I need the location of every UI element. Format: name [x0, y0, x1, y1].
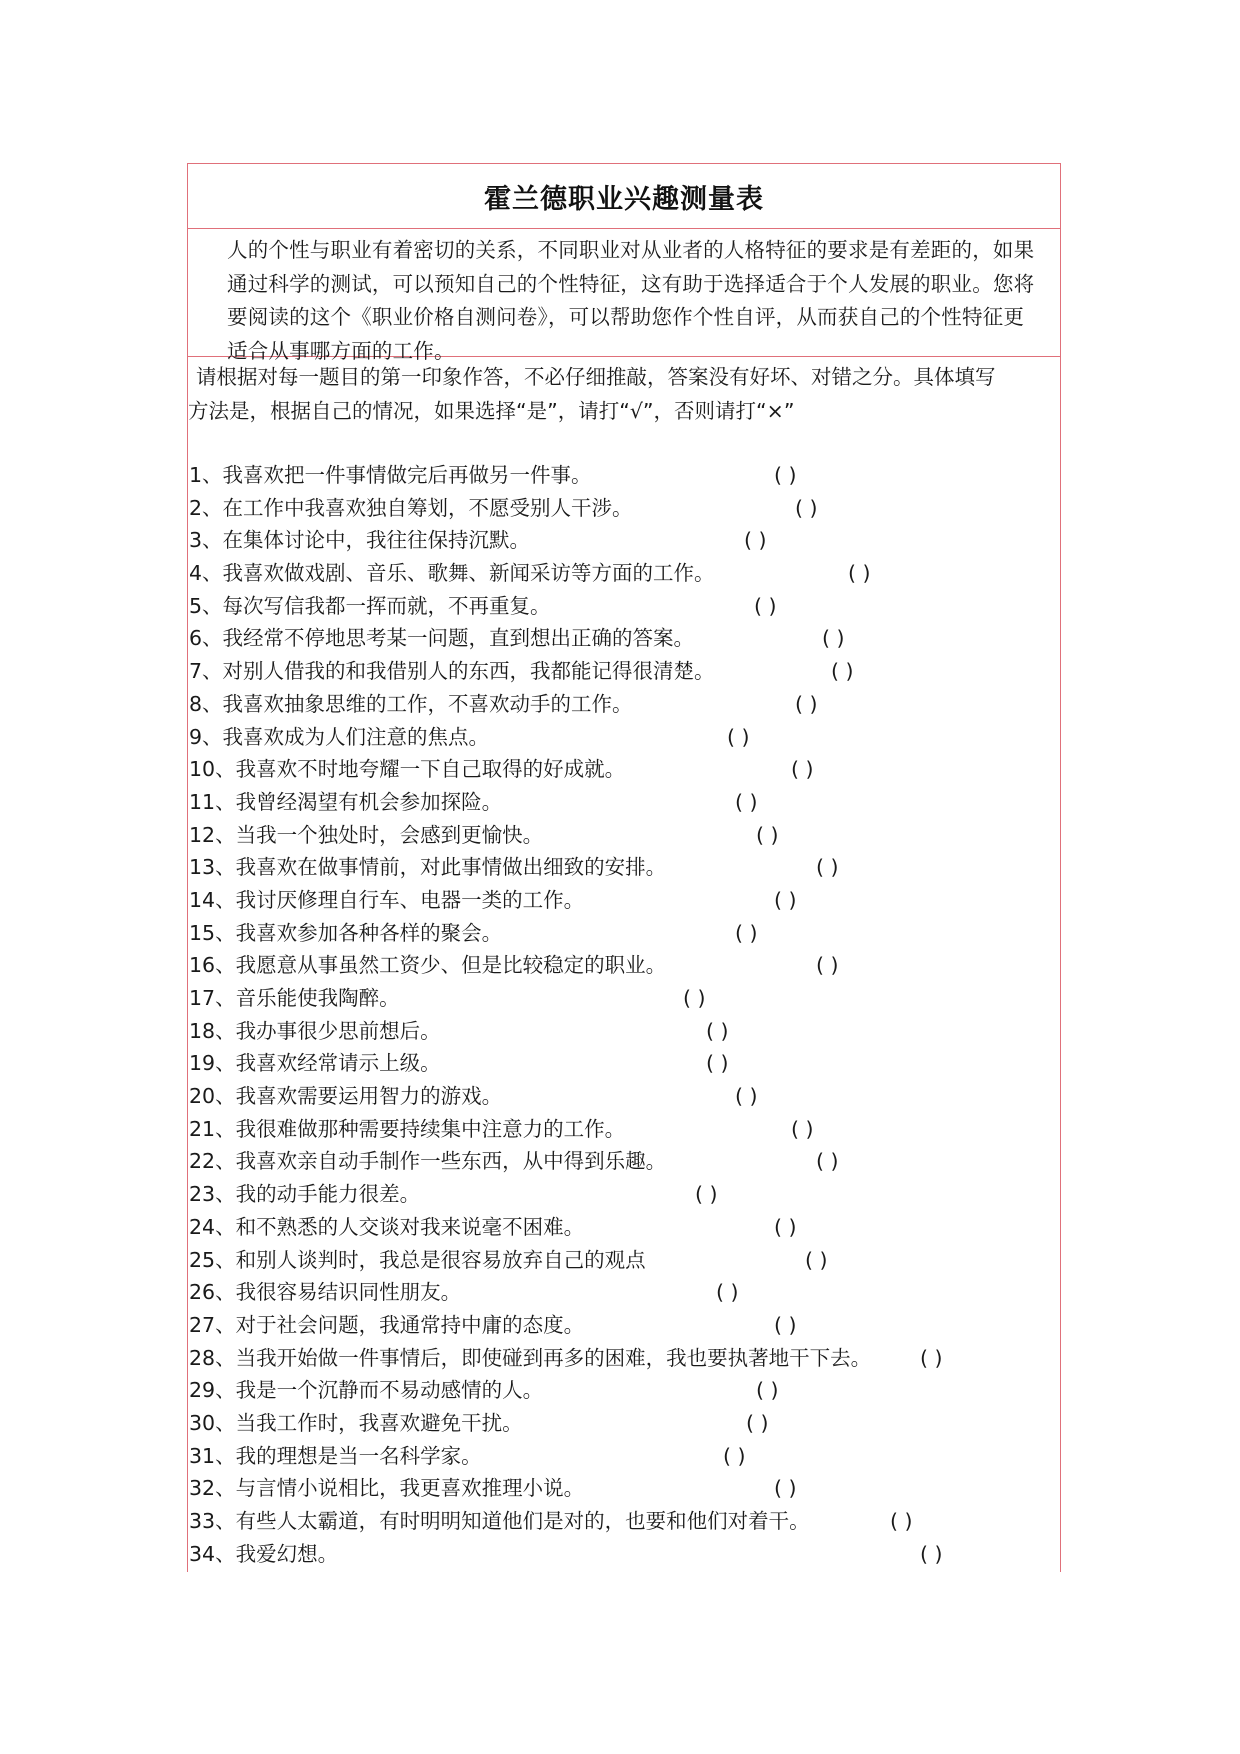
question-text: 18、我办事很少思前想后。: [189, 1018, 441, 1043]
question-text: 30、当我工作时，我喜欢避免干扰。: [189, 1410, 523, 1435]
question-item: [188, 1440, 1060, 1473]
question-text: 19、我喜欢经常请示上级。: [189, 1051, 441, 1076]
answer-blank[interactable]: ( ): [920, 1345, 943, 1370]
question-text: 27、对于社会问题，我通常持中庸的态度。: [189, 1312, 585, 1337]
answer-blank[interactable]: ( ): [727, 724, 750, 749]
question-item: [188, 459, 1060, 492]
question-text: 31、我的理想是当一名科学家。: [189, 1443, 482, 1468]
question-text: 3、在集体讨论中，我往往保持沉默。: [189, 528, 531, 553]
question-text: 15、我喜欢参加各种各样的聚会。: [189, 920, 503, 945]
answer-blank[interactable]: ( ): [795, 495, 818, 520]
answer-blank[interactable]: ( ): [816, 953, 839, 978]
question-item: [188, 524, 1060, 557]
intro-row: [188, 229, 1060, 363]
answer-blank[interactable]: ( ): [791, 1116, 814, 1141]
question-item: [188, 1145, 1060, 1178]
answer-blank[interactable]: ( ): [716, 1280, 739, 1305]
question-item: [188, 655, 1060, 688]
instructions-line-2: 方法是，根据自己的情况，如果选择“是”，请打“√”，否则请打“×”: [188, 398, 795, 423]
answer-blank[interactable]: ( ): [706, 1051, 729, 1076]
answer-blank[interactable]: ( ): [816, 1149, 839, 1174]
answer-blank[interactable]: ( ): [774, 1312, 797, 1337]
answer-blank[interactable]: ( ): [816, 855, 839, 880]
question-text: 2、在工作中我喜欢独自筹划，不愿受别人干涉。: [189, 495, 633, 520]
question-text: 28、当我开始做一件事情后，即使碰到再多的困难，我也要执著地干下去。: [189, 1345, 872, 1370]
question-item: [188, 1244, 1060, 1277]
question-item: [188, 1276, 1060, 1309]
instructions: [188, 361, 1058, 428]
answer-blank[interactable]: ( ): [695, 1182, 718, 1207]
question-text: 24、和不熟悉的人交谈对我来说毫不困难。: [189, 1214, 585, 1239]
question-item: [188, 786, 1060, 819]
answer-blank[interactable]: ( ): [774, 1476, 797, 1501]
question-list: [188, 459, 1060, 1570]
question-item: [188, 1342, 1060, 1375]
answer-blank[interactable]: ( ): [723, 1443, 746, 1468]
intro-paragraph: 人的个性与职业有着密切的关系，不同职业对从业者的人格特征的要求是有差距的，如果通过科学的测试，可以预知自己的个性特征，这有助于选择适合于个人发展的职业。您将要阅读的这个《职业价格自测问卷》，可以帮助您作个性自评，从而获自己的个性特征更适合从事哪方面的工作。: [227, 238, 1035, 363]
question-text: 12、当我一个独处时，会感到更愉快。: [189, 822, 544, 847]
question-text: 8、我喜欢抽象思维的工作，不喜欢动手的工作。: [189, 691, 633, 716]
question-text: 16、我愿意从事虽然工资少、但是比较稳定的职业。: [189, 953, 667, 978]
question-text: 33、有些人太霸道，有时明明知道他们是对的，也要和他们对着干。: [189, 1509, 810, 1533]
answer-blank[interactable]: ( ): [735, 1084, 758, 1109]
question-text: 9、我喜欢成为人们注意的焦点。: [189, 724, 490, 749]
question-item: [188, 1015, 1060, 1048]
question-text: 13、我喜欢在做事情前，对此事情做出细致的安排。: [189, 855, 667, 880]
answer-blank[interactable]: ( ): [774, 887, 797, 912]
answer-blank[interactable]: ( ): [822, 626, 845, 651]
answer-blank[interactable]: ( ): [746, 1410, 769, 1435]
question-item: [188, 1080, 1060, 1113]
question-item: [188, 721, 1060, 754]
question-text: 7、对别人借我的和我借别人的东西，我都能记得很清楚。: [189, 659, 715, 684]
question-item: [188, 819, 1060, 852]
question-item: [188, 1178, 1060, 1211]
question-text: 6、我经常不停地思考某一问题，直到想出正确的答案。: [189, 626, 695, 651]
instructions-line-1: 请根据对每一题目的第一印象作答，不必仔细推敲，答案没有好坏、对错之分。具体填写: [196, 365, 996, 389]
question-text: 10、我喜欢不时地夸耀一下自己取得的好成就。: [189, 757, 626, 782]
answer-blank[interactable]: ( ): [683, 986, 706, 1010]
question-text: 5、每次写信我都一挥而就，不再重复。: [189, 593, 551, 618]
document-title: 霍兰德职业兴趣测量表: [484, 183, 764, 215]
question-text: 17、音乐能使我陶醉。: [189, 986, 400, 1010]
answer-blank[interactable]: ( ): [774, 463, 797, 487]
question-item: [188, 851, 1060, 884]
question-item: [188, 884, 1060, 917]
question-text: 20、我喜欢需要运用智力的游戏。: [189, 1084, 503, 1109]
question-item: [188, 688, 1060, 721]
answer-blank[interactable]: ( ): [890, 1509, 913, 1533]
question-item: [188, 753, 1060, 786]
answer-blank[interactable]: ( ): [706, 1018, 729, 1043]
answer-blank[interactable]: ( ): [756, 1378, 779, 1403]
question-item: [188, 1211, 1060, 1244]
answer-blank[interactable]: ( ): [756, 822, 779, 847]
answer-blank[interactable]: ( ): [735, 920, 758, 945]
question-item: [188, 1505, 1060, 1538]
question-item: [188, 1407, 1060, 1440]
question-item: [188, 622, 1060, 655]
answer-blank[interactable]: ( ): [805, 1247, 828, 1272]
question-text: 29、我是一个沉静而不易动感情的人。: [189, 1378, 544, 1403]
question-item: [188, 1374, 1060, 1407]
question-text: 32、与言情小说相比，我更喜欢推理小说。: [189, 1476, 585, 1501]
question-text: 4、我喜欢做戏剧、音乐、歌舞、新闻采访等方面的工作。: [189, 561, 715, 586]
question-text: 25、和别人谈判时，我总是很容易放弃自己的观点: [189, 1247, 646, 1272]
question-item: [188, 590, 1060, 623]
question-item: [188, 982, 1060, 1015]
answer-blank[interactable]: ( ): [754, 593, 777, 618]
question-item: [188, 1047, 1060, 1080]
question-item: [188, 492, 1060, 525]
title-row: [188, 164, 1060, 229]
question-text: 1、我喜欢把一件事情做完后再做另一件事。: [189, 463, 592, 487]
question-text: 22、我喜欢亲自动手制作一些东西，从中得到乐趣。: [189, 1149, 667, 1174]
question-item: [188, 917, 1060, 950]
question-text: 11、我曾经渴望有机会参加探险。: [189, 789, 503, 814]
question-text: 21、我很难做那种需要持续集中注意力的工作。: [189, 1116, 626, 1141]
question-item: [188, 1538, 1060, 1571]
answer-blank[interactable]: ( ): [795, 691, 818, 716]
answer-blank[interactable]: ( ): [831, 659, 854, 684]
question-text: 34、我爱幻想。: [189, 1541, 339, 1566]
question-text: 23、我的动手能力很差。: [189, 1182, 421, 1207]
question-item: [188, 1309, 1060, 1342]
answer-blank[interactable]: ( ): [848, 561, 871, 586]
question-text: 14、我讨厌修理自行车、电器一类的工作。: [189, 887, 585, 912]
question-item: [188, 949, 1060, 982]
answer-blank[interactable]: ( ): [735, 789, 758, 814]
question-text: 26、我很容易结识同性朋友。: [189, 1280, 462, 1305]
question-item: [188, 557, 1060, 590]
answer-blank[interactable]: ( ): [774, 1214, 797, 1239]
answer-blank[interactable]: ( ): [791, 757, 814, 782]
answer-blank[interactable]: ( ): [920, 1541, 943, 1566]
question-item: [188, 1113, 1060, 1146]
question-item: [188, 1472, 1060, 1505]
answer-blank[interactable]: ( ): [744, 528, 767, 553]
questionnaire-sheet: [187, 163, 1061, 1572]
